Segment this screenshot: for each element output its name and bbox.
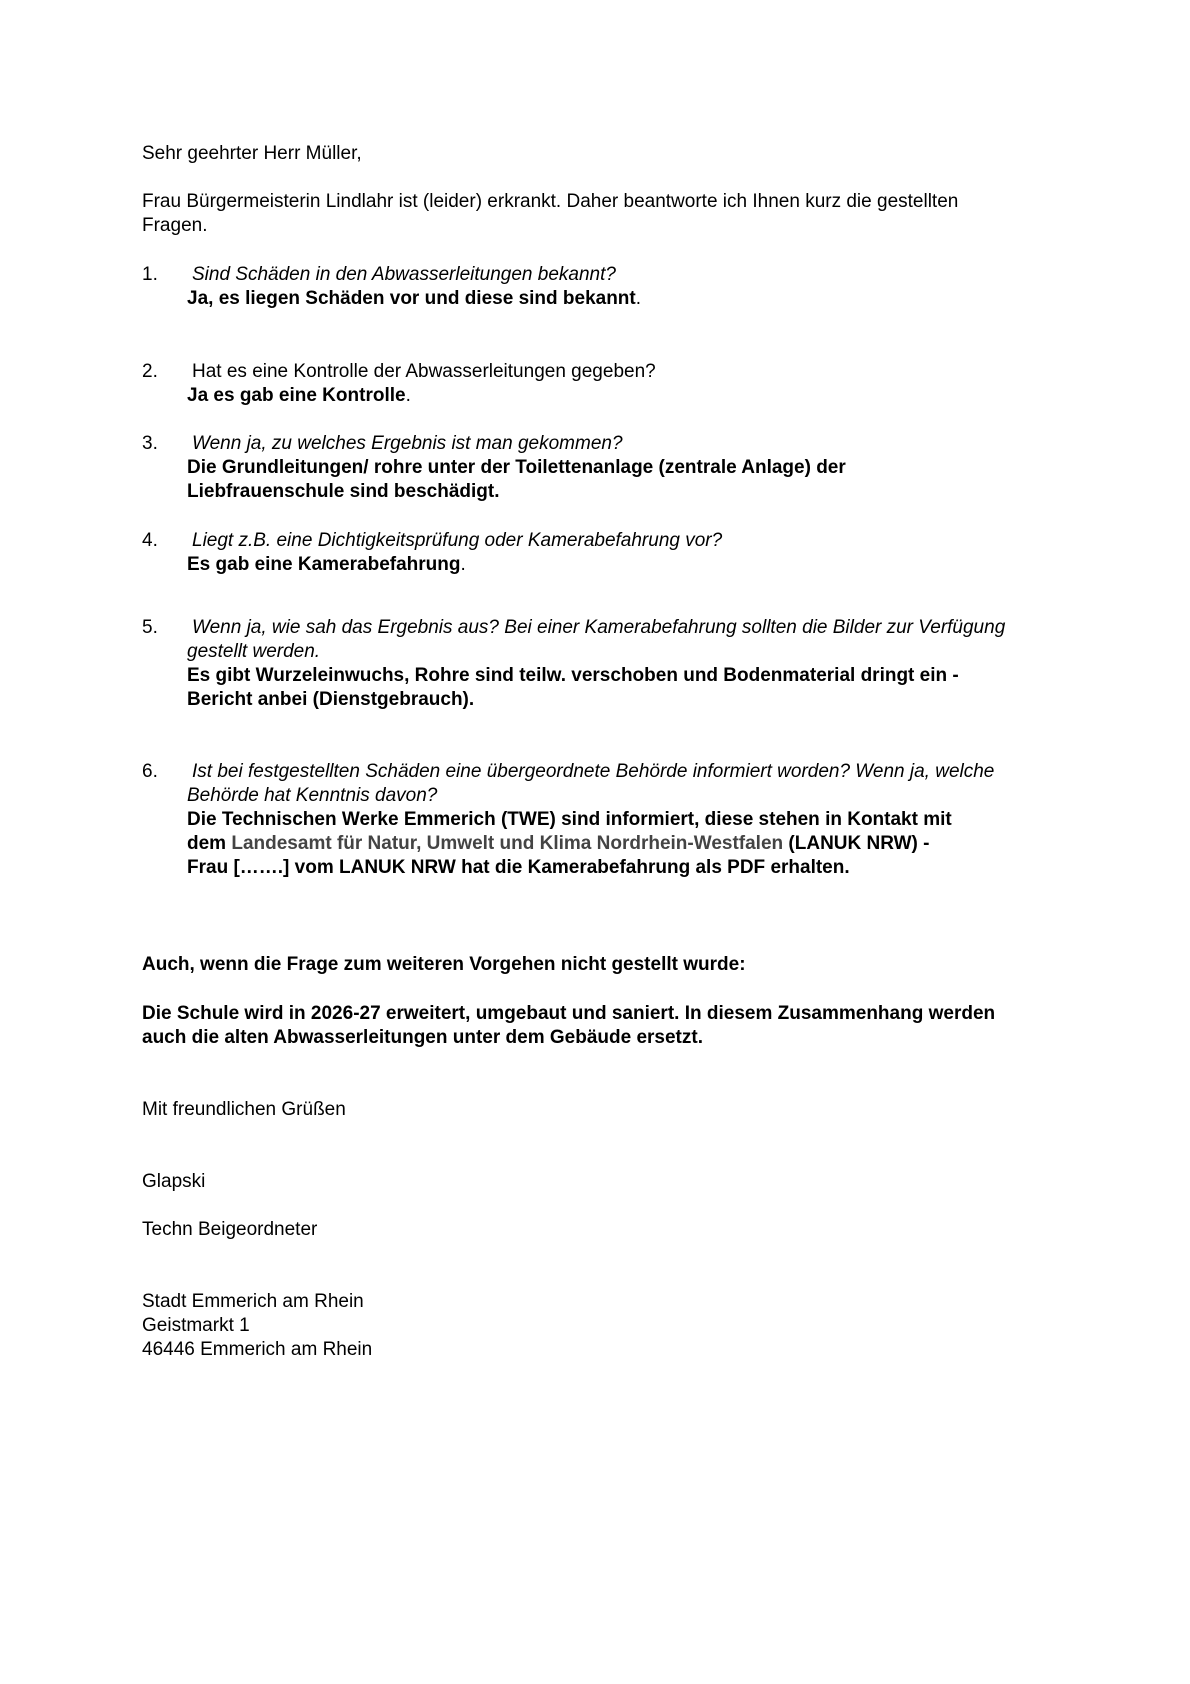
answer-text: Frau […….] vom LANUK NRW hat die Kamerabefahrung als PDF erhalten. <box>187 857 850 878</box>
signature-name: Glapski <box>142 1171 206 1192</box>
question-text: Wenn ja, wie sah das Ergebnis aus? Bei einer Kamerabefahrung sollten die Bilder zur Verfügung <box>192 617 1006 638</box>
answer-text: Es gibt Wurzeleinwuchs, Rohre sind teilw. verschoben und Bodenmaterial dringt ein - <box>187 665 959 686</box>
item-number: 2. <box>142 361 158 382</box>
answer-pre: dem <box>187 833 232 854</box>
answer-text: Liebfrauenschule sind beschädigt. <box>187 481 500 502</box>
answer-text: Die Grundleitungen/ rohre unter der Toilettenanlage (zentrale Anlage) der <box>187 457 846 478</box>
answer-post: (LANUK NRW) - <box>783 833 930 854</box>
answer-bold: Ja es gab eine Kontrolle <box>187 385 406 406</box>
answer-text <box>187 287 641 311</box>
signature-title: Techn Beigeordneter <box>142 1219 318 1240</box>
answer-tail: . <box>635 288 642 309</box>
question-text: Liegt z.B. eine Dichtigkeitsprüfung oder Kamerabefahrung vor? <box>192 530 723 551</box>
item-number: 5. <box>142 617 158 638</box>
item-number: 6. <box>142 761 158 782</box>
question-text: Hat es eine Kontrolle der Abwasserleitungen gegeben? <box>192 361 656 382</box>
item-number: 3. <box>142 433 158 454</box>
intro-line-2: Fragen. <box>142 215 208 236</box>
answer-text: Die Technischen Werke Emmerich (TWE) sind informiert, diese stehen in Kontakt mit <box>187 809 952 830</box>
closing: Mit freundlichen Grüßen <box>142 1099 346 1120</box>
answer-text <box>187 384 411 408</box>
answer-tail: . <box>405 385 411 406</box>
note-heading: Auch, wenn die Frage zum weiteren Vorgehen nicht gestellt wurde: <box>142 954 746 975</box>
answer-bold: Ja, es liegen Schäden vor und diese sind bekannt <box>187 288 636 309</box>
question-text: gestellt werden. <box>187 641 321 662</box>
item-number: 4. <box>142 530 158 551</box>
question-text: Behörde hat Kenntnis davon? <box>187 785 438 806</box>
question-text: Wenn ja, zu welches Ergebnis ist man gekommen? <box>192 433 623 454</box>
note-line-2: auch die alten Abwasserleitungen unter dem Gebäude ersetzt. <box>142 1027 703 1048</box>
address-line: Geistmarkt 1 <box>142 1315 250 1336</box>
address-line: 46446 Emmerich am Rhein <box>142 1339 373 1360</box>
note-line-1: Die Schule wird in 2026-27 erweitert, umgebaut und saniert. In diesem Zusammenhang werden <box>142 1003 996 1024</box>
address-line: Stadt Emmerich am Rhein <box>142 1291 364 1312</box>
agency-name: Landesamt für Natur, Umwelt und Klima Nordrhein-Westfalen <box>231 833 784 854</box>
question-text: Sind Schäden in den Abwasserleitungen bekannt? <box>192 264 616 285</box>
question-text: Ist bei festgestellten Schäden eine übergeordnete Behörde informiert worden? Wenn ja, welche <box>192 761 995 782</box>
answer-text <box>187 832 929 856</box>
intro-line-1: Frau Bürgermeisterin Lindlahr ist (leider) erkrankt. Daher beantworte ich Ihnen kurz die gestellten <box>142 191 959 212</box>
answer-text <box>187 553 466 577</box>
salutation: Sehr geehrter Herr Müller, <box>142 143 362 164</box>
answer-text: Bericht anbei (Dienstgebrauch). <box>187 689 475 710</box>
item-number: 1. <box>142 264 158 285</box>
answer-bold: Es gab eine Kamerabefahrung <box>187 554 461 575</box>
answer-tail: . <box>460 554 466 575</box>
